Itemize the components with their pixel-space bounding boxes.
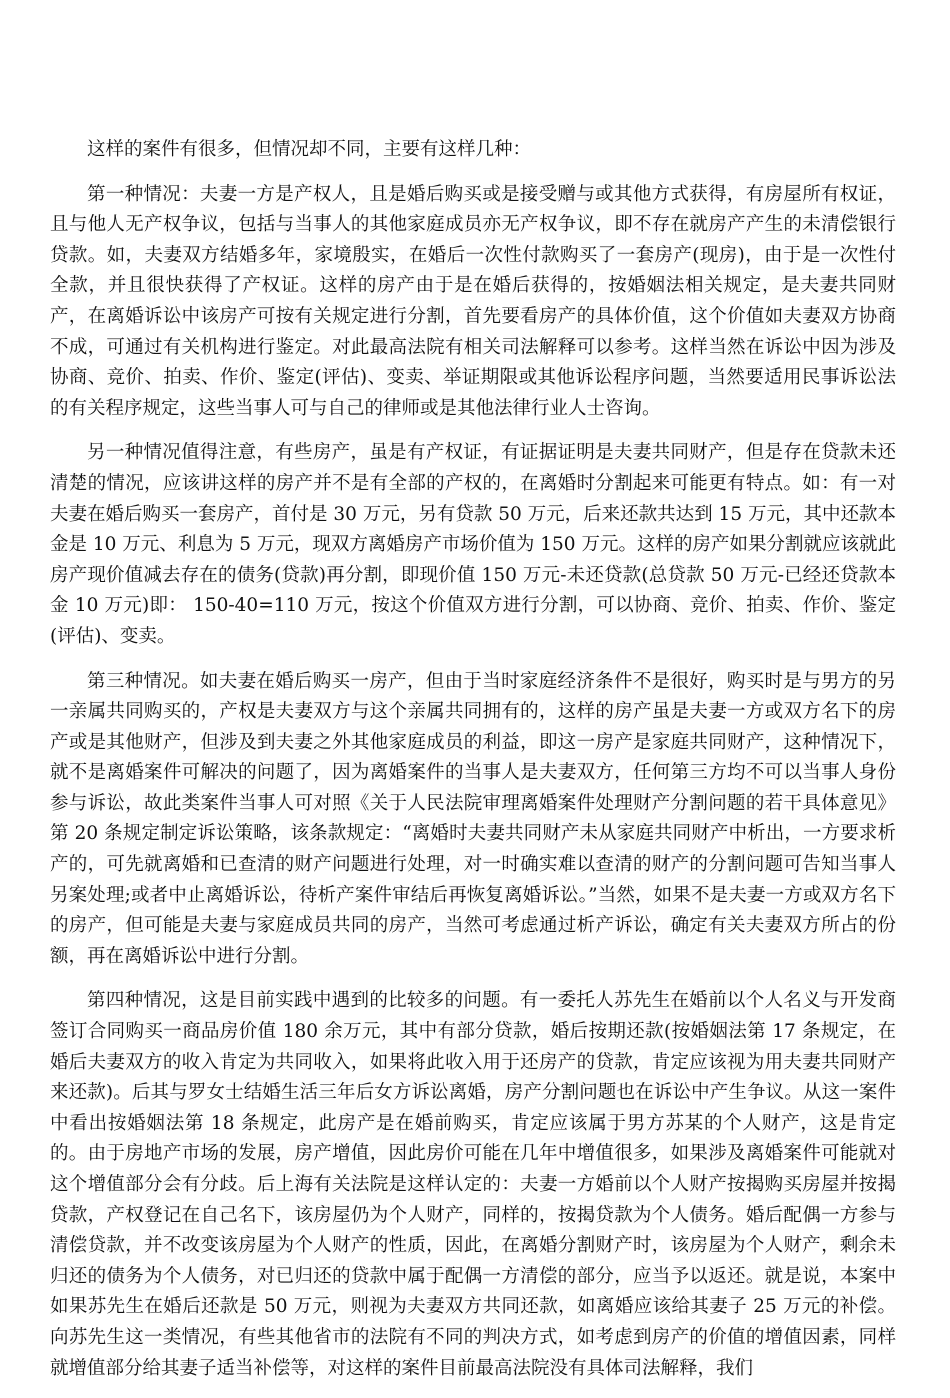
paragraph-case-2: 另一种情况值得注意，有些房产，虽是有产权证，有证据证明是夫妻共同财产，但是存在贷款未还清楚的情况，应该讲这样的房产并不是有全部的产权的，在离婚时分割起来可能更有特点。如：有一对夫妻在婚后购买一套房产，首付是 30 万元，另有贷款 50 万元，后来还款共达到 15 万元，其中还款本金是 10 万元、利息为 5 万元，现双方离婚房产市场价值为 150 万元。这样的房产如果分割就应该就此房产现价值减去存在的债务(贷款)再分割，即现价值 150 万元-未还贷款(总贷款 50 万元-已经还贷款本金 10 万元)即： 150-40=110 万元，按这个价值双方进行分割，可以协商、竞价、拍卖、作价、鉴定(评估)、变卖。 xyxy=(50,442,896,647)
document-body xyxy=(50,135,896,1398)
paragraph-case-1: 第一种情况：夫妻一方是产权人，且是婚后购买或是接受赠与或其他方式获得，有房屋所有权证，且与他人无产权争议，包括与当事人的其他家庭成员亦无产权争议，即不存在就房产产生的未清偿银行贷款。如，夫妻双方结婚多年，家境殷实，在婚后一次性付款购买了一套房产(现房)，由于是一次性付全款，并且很快获得了产权证。这样的房产由于是在婚后获得的，按婚姻法相关规定，是夫妻共同财产，在离婚诉讼中该房产可按有关规定进行分割，首先要看房产的具体价值，这个价值如夫妻双方协商不成，可通过有关机构进行鉴定。对此最高法院有相关司法解释可以参考。这样当然在诉讼中因为涉及协商、竞价、拍卖、作价、鉴定(评估)、变卖、举证期限或其他诉讼程序问题，当然要适用民事诉讼法的有关程序规定，这些当事人可与自己的律师或是其他法律行业人士咨询。 xyxy=(50,183,896,419)
paragraph-case-4: 第四种情况，这是目前实践中遇到的比较多的问题。有一委托人苏先生在婚前以个人名义与开发商签订合同购买一商品房价值 180 余万元，其中有部分贷款，婚后按期还款(按婚姻法第 17 条规定，在婚后夫妻双方的收入肯定为共同收入，如果将此收入用于还房产的贷款，肯定应该视为用夫妻共同财产来还款)。后其与罗女士结婚生活三年后女方诉讼离婚，房产分割问题也在诉讼中产生争议。从这一案件中看出按婚姻法第 18 条规定，此房产是在婚前购买，肯定应该属于男方苏某的个人财产，这是肯定的。由于房地产市场的发展，房产增值，因此房价可能在几年中增值很多，如果涉及离婚案件可能就对这个增值部分会有分歧。后上海有关法院是这样认定的：夫妻一方婚前以个人财产按揭购买房屋并按揭贷款，产权登记在自己名下，该房屋仍为个人财产，同样的，按揭贷款为个人债务。婚后配偶一方参与清偿贷款，并不改变该房屋为个人财产的性质，因此，在离婚分割财产时，该房屋为个人财产，剩余未归还的债务为个人债务，对已归还的贷款中属于配偶一方清偿的部分，应当予以返还。就是说，本案中如果苏先生在婚后还款是 50 万元，则视为夫妻双方共同还款，如离婚应该给其妻子 25 万元的补偿。向苏先生这一类情况，有些其他省市的法院有不同的判决方式，如考虑到房产的价值的增值因素，同样就增值部分给其妻子适当补偿等，对这样的案件目前最高法院没有具体司法解释，我们 xyxy=(50,990,896,1379)
paragraph-case-3: 第三种情况。如夫妻在婚后购买一房产，但由于当时家庭经济条件不是很好，购买时是与男方的另一亲属共同购买的，产权是夫妻双方与这个亲属共同拥有的，这样的房产虽是夫妻一方或双方名下的房产或是其他财产，但涉及到夫妻之外其他家庭成员的利益，即这一房产是家庭共同财产，这种情况下，就不是离婚案件可解决的问题了，因为离婚案件的当事人是夫妻双方，任何第三方均不可以当事人身份参与诉讼，故此类案件当事人可对照《关于人民法院审理离婚案件处理财产分割问题的若干具体意见》第 20 条规定制定诉讼策略，该条款规定：“离婚时夫妻共同财产未从家庭共同财产中析出，一方要求析产的，可先就离婚和已查清的财产问题进行处理，对一时确实难以查清的财产的分割问题可告知当事人另案处理;或者中止离婚诉讼，待析产案件审结后再恢复离婚诉讼。”当然，如果不是夫妻一方或双方名下的房产，但可能是夫妻与家庭成员共同的房产，当然可考虑通过析产诉讼，确定有关夫妻双方所占的份额，再在离婚诉讼中进行分割。 xyxy=(50,670,896,967)
paragraph-intro: 这样的案件有很多，但情况却不同，主要有这样几种： xyxy=(87,139,532,160)
